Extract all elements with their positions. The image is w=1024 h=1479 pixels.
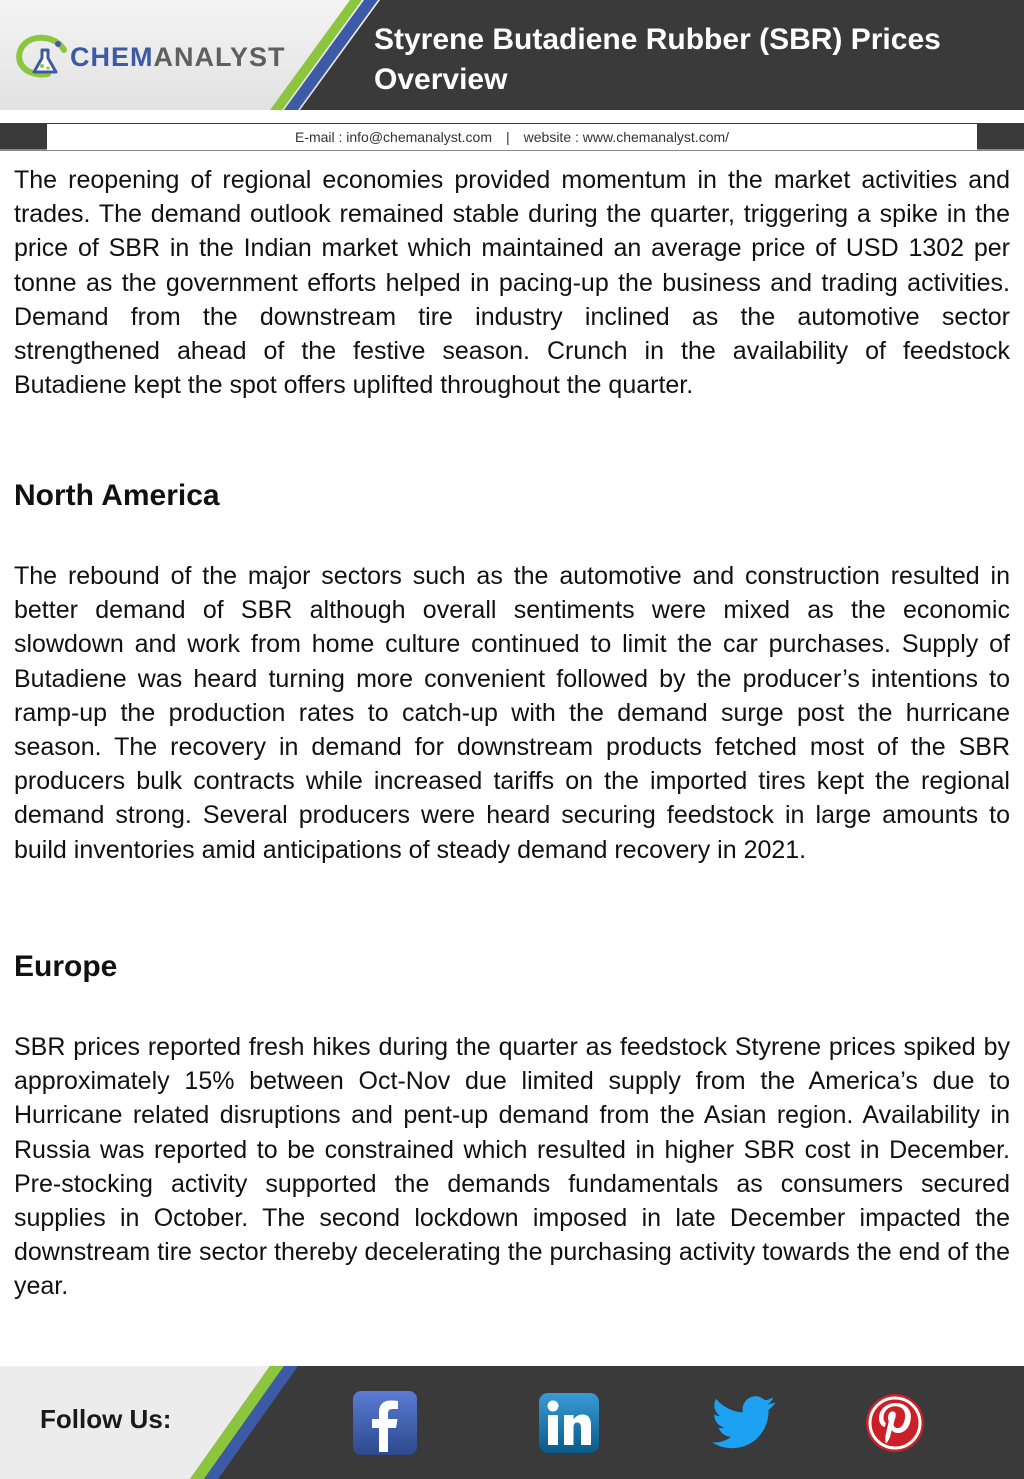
page-title: Styrene Butadiene Rubber (SBR) Prices Overview <box>374 23 941 96</box>
contact-info <box>47 124 977 150</box>
flask-logo-icon <box>12 28 74 80</box>
facebook-icon <box>352 1390 418 1456</box>
logo-text-chem: CHEM <box>70 41 154 72</box>
twitter-link[interactable] <box>712 1366 776 1479</box>
north-america-section <box>14 559 1010 867</box>
north-america-paragraph: The rebound of the major sectors such as the automotive and construction resulted in better demand of SBR although overall sentiments were mixed as the economic slowdown and work from home culture continued to limit the car purchases. Supply of Butadiene was heard turning more convenient followed by the producer’s intentions to ramp-up the production rates to catch-up with the demand surge post the hurricane season. The recovery in demand for downstream products fetched most of the SBR producers bulk contracts while increased tariffs on the imported tires kept the regional demand strong. Several producers were heard securing feedstock in large amounts to build inventories amid anticipations of steady demand recovery in 2021. <box>14 562 1010 864</box>
follow-us-label: Follow Us: <box>40 1404 172 1434</box>
contact-bar-inner <box>0 123 1024 151</box>
logo-text-analyst: ANALYST <box>153 41 286 72</box>
page-footer <box>0 1366 1024 1479</box>
contact-bar <box>0 123 1024 151</box>
twitter-icon <box>712 1396 776 1450</box>
logo-wordmark <box>70 42 286 73</box>
pinterest-icon <box>864 1392 926 1454</box>
linkedin-icon <box>538 1392 600 1454</box>
intro-paragraph: The reopening of regional economies provided momentum in the market activities and trades. The demand outlook remained stable during the quarter, triggering a spike in the price of SBR in the Indian market which maintained an average price of USD 1302 per tonne as the government efforts helped in pacing-up the business and trading activities. Demand from the downstream tire industry inclined as the automotive sector strengthened ahead of the festive season. Crunch in the availability of feedstock Butadiene kept the spot offers uplifted throughout the quarter. <box>14 166 1010 400</box>
europe-paragraph: SBR prices reported fresh hikes during the quarter as feedstock Styrene prices spiked by approximately 15% between Oct-Nov due limited supply from the America’s due to Hurricane related disruptions and pent-up demand from the Asian region. Availability in Russia was reported to be constrained which resulted in higher SBR cost in December. Pre-stocking activity supported the demands fundamentals as consumers secured supplies in October. The second lockdown imposed in late December impacted the downstream tire sector thereby decelerating the purchasing activity towards the end of the year. <box>14 1033 1010 1301</box>
page-header <box>0 0 1024 110</box>
website-link[interactable]: website : www.chemanalyst.com/ <box>523 129 730 145</box>
europe-heading: Europe <box>14 950 118 983</box>
europe-section <box>14 1030 1010 1304</box>
linkedin-link[interactable] <box>538 1366 600 1479</box>
contact-separator: | <box>506 129 510 145</box>
facebook-link[interactable] <box>352 1366 418 1479</box>
north-america-heading: North America <box>14 479 220 512</box>
intro-section <box>14 163 1010 402</box>
chemanalyst-logo[interactable] <box>12 28 286 80</box>
email-link[interactable]: E-mail : info@chemanalyst.com <box>294 129 492 145</box>
pinterest-link[interactable] <box>864 1366 926 1479</box>
